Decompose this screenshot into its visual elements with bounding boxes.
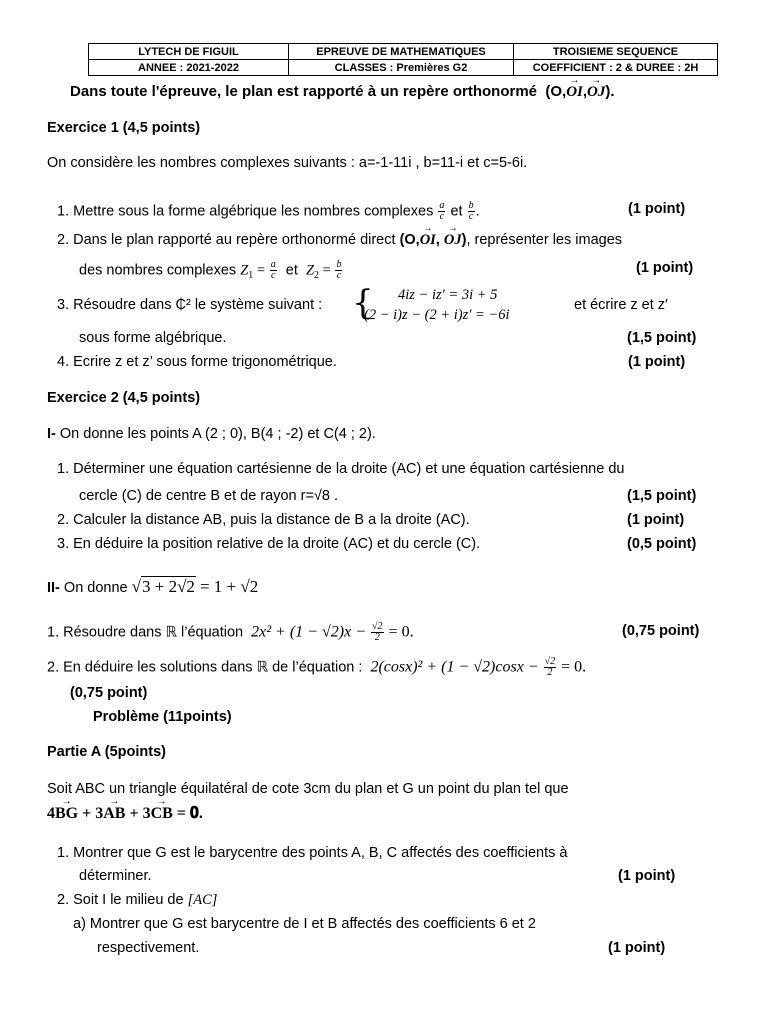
equation-2: 2(cosx)² + (1 − √2)cosx − (370, 658, 539, 676)
prob-q1-points: (1 point) (618, 868, 676, 884)
prob-q1-line2: déterminer. (79, 868, 152, 884)
ex1-q2-line2: des nombres complexes $Z_1$ = $\frac{a}{c}$ et $Z_2$ = $\frac{b}{c}$ (79, 259, 342, 282)
ex1-q3-text: 3. Résoudre dans ₵² le système suivant : (57, 297, 323, 313)
header-coef: COEFFICIENT : 2 & DUREE : 2H (514, 60, 718, 76)
system-eq1: 4iz − iz′ = 3i + 5 (398, 287, 498, 303)
header-table (88, 43, 718, 76)
fraction-b-over-c: $\frac{b}{c}$ (468, 200, 474, 222)
header-sequence: TROISIEME SEQUENCE (514, 44, 718, 60)
system-eq2: (2 − i)z − (2 + i)z′ = −6i (364, 307, 510, 323)
equation-1-end: = 0. (388, 623, 414, 641)
ex1-q2-points: (1 point) (636, 260, 694, 276)
equation-1: 2x² + (1 − √2)x − (251, 623, 366, 641)
ex2-q22 (47, 657, 586, 678)
ex1-q2-end: , représenter les images (466, 232, 623, 248)
ex1-title: Exercice 1 (4,5 points) (47, 120, 201, 136)
ex1-q2-line1: 2. Dans le plan rapporté au repère orthonormé direct (O,→ OI, → OJ), représenter les images (57, 232, 622, 249)
header-class: CLASSES : Premières G2 (289, 60, 514, 76)
ex2-q1-line1: 1. Déterminer une équation cartésienne de la droite (AC) et une équation cartésienne du (57, 461, 625, 477)
sqrt-expression: 3 + 2√2 (142, 577, 195, 596)
intro-text: Dans toute l'épreuve, le plan est rapporté à un repère orthonormé (70, 83, 538, 100)
ex1-q2-text2: des nombres complexes (79, 262, 237, 279)
fraction-z1: $\frac{a}{c}$ (270, 259, 276, 281)
prob-qa-points: (1 point) (608, 940, 666, 956)
ex2-q3: 3. En déduire la position relative de la droite (AC) et du cercle (C). (57, 536, 481, 552)
fraction-sqrt2-over-2: $\frac{√2}{2}$ (372, 621, 383, 643)
fraction-z2: $\frac{b}{c}$ (336, 259, 342, 281)
header-subject: EPREUVE DE MATHEMATIQUES (289, 44, 514, 60)
ex1-q4: 4. Ecrire z et z’ sous forme trigonométrique. (57, 354, 337, 370)
segment-AC: [AC] (187, 892, 218, 908)
ex1-q4-points: (1 point) (628, 354, 686, 370)
ex2-q22-points: (0,75 point) (70, 685, 148, 701)
ex2-part2-text: On donne (63, 580, 128, 596)
ex2-q21-text: 1. Résoudre dans ℝ l’équation (47, 624, 244, 641)
ex2-q1-line2: cercle (C) de centre B et de rayon r=√8 . (79, 488, 339, 504)
header-year: ANNEE : 2021-2022 (89, 60, 289, 76)
ex1-q2-text: 2. Dans le plan rapporté au repère orthonormé direct (57, 232, 396, 248)
fraction-a-over-c: $\frac{a}{c}$ (439, 200, 445, 222)
prob-statement: Soit ABC un triangle équilatéral de cote 3cm du plan et G un point du plan tel que (47, 781, 569, 797)
ex1-q3-text2: sous forme algébrique. (79, 330, 227, 346)
ex1-q3-points: (1,5 point) (627, 330, 697, 346)
intro-line: Dans toute l'épreuve, le plan est rapporté à un repère orthonormé (O,→ OI,→ OJ). (70, 83, 615, 101)
header-school: LYTECH DE FIGUIL (89, 44, 289, 60)
ex1-q3-end: et écrire z et z′ (574, 297, 668, 313)
ex2-part1-text: On donne les points A (2 ; 0), B(4 ; -2) et C(4 ; 2). (59, 426, 376, 442)
ex1-q1: 1. Mettre sous la forme algébrique les nombres complexes $\frac{a}{c}$ et $\frac{b}{c}$ . (57, 200, 480, 222)
prob-q2-text: 2. Soit I le milieu de (57, 892, 184, 908)
prob-q2 (57, 892, 217, 909)
ex2-part2-label: II- (47, 580, 60, 596)
prob-qa-line2: respectivement. (97, 940, 200, 956)
ex1-statement: On considère les nombres complexes suivants : a=-1-11i , b=11-i et c=5-6i. (47, 155, 528, 171)
ex2-part1-label: I- (47, 426, 56, 442)
partA-title: Partie A (5points) (47, 744, 166, 760)
ex2-q2-points: (1 point) (627, 512, 685, 528)
ex2-title: Exercice 2 (4,5 points) (47, 390, 201, 406)
vector-relation: 4→ BG + 3→ AB + 3→ CB = 𝟎. (47, 805, 203, 823)
ex2-q1-points: (1,5 point) (627, 488, 697, 504)
ex1-q1-et: et (450, 203, 463, 220)
ex2-q21-points: (0,75 point) (622, 623, 700, 639)
sqrt-result: = 1 + √2 (199, 577, 259, 596)
ex2-q3-points: (0,5 point) (627, 536, 697, 552)
ex2-part2: II- On donne √3 + 2√2 = 1 + √2 (47, 577, 259, 596)
fraction-sqrt2-over-2-b: $\frac{√2}{2}$ (544, 656, 556, 678)
prob-qa-line1: a) Montrer que G est barycentre de I et B affectés des coefficients 6 et 2 (73, 916, 536, 932)
ex2-q2: 2. Calculer la distance AB, puis la distance de B a la droite (AC). (57, 512, 470, 528)
problem-title: Problème (11points) (93, 709, 232, 725)
equation-2-end: = 0. (561, 658, 587, 676)
ex1-q1-points: (1 point) (628, 201, 686, 217)
system-brace: { (352, 283, 374, 323)
ex2-q22-text: 2. En déduire les solutions dans ℝ de l’équation : (47, 659, 363, 676)
prob-q1-line1: 1. Montrer que G est le barycentre des points A, B, C affectés des coefficients à (57, 845, 568, 861)
ex2-q21 (47, 622, 414, 643)
ex1-q1-text: 1. Mettre sous la forme algébrique les nombres complexes (57, 203, 434, 220)
ex2-part1 (47, 426, 376, 442)
